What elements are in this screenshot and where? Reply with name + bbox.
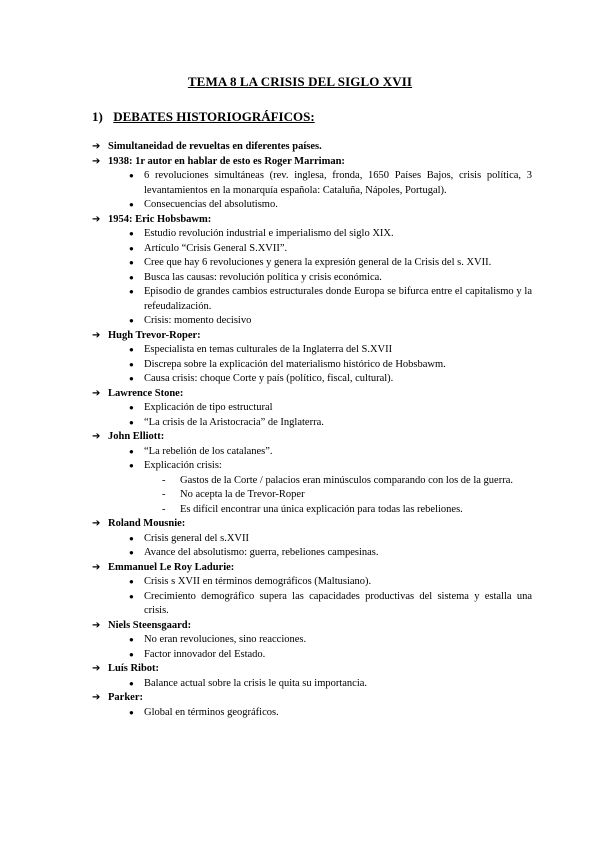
bullet-icon: ● [129, 374, 134, 383]
bullet-text: Crecimiento demográfico supera las capacidades productivas del sistema y estalla una crisis. [144, 590, 532, 616]
bullet-list [108, 633, 532, 662]
bullet-list [108, 532, 532, 561]
entries-list [92, 140, 532, 720]
bullet-text: Explicación de tipo estructural [144, 402, 273, 413]
bullet-item [108, 648, 532, 663]
entry [92, 561, 532, 619]
arrow-icon: ➔ [92, 213, 101, 225]
sub-item-text: No acepta la de Trevor-Roper [180, 489, 305, 500]
arrow-icon: ➔ [92, 619, 101, 631]
entry [92, 662, 532, 691]
arrow-icon: ➔ [92, 692, 101, 703]
bullet-text: No eran revoluciones, sino reacciones. [144, 634, 307, 645]
bullet-item [108, 532, 532, 547]
arrow-icon: ➔ [92, 561, 101, 573]
bullet-icon: ● [129, 272, 134, 282]
entry-heading: Simultaneidad de revueltas en diferentes países. [108, 141, 322, 152]
bullet-item [108, 546, 532, 561]
bullet-list [108, 575, 532, 619]
bullet-item [108, 169, 532, 198]
bullet-icon: ● [129, 287, 134, 296]
entry-heading: Niels Steensgaard: [108, 619, 192, 631]
bullet-item [108, 459, 532, 517]
bullet-list [108, 706, 532, 721]
entry-heading: Luís Ribot: [108, 663, 160, 674]
bullet-item [108, 358, 532, 373]
bullet-text: Episodio de grandes cambios estructurales donde Europa se bifurca entre el capitalismo y la refeudalización. [144, 286, 532, 312]
bullet-item [108, 242, 532, 257]
bullet-icon: ● [129, 243, 134, 253]
bullet-item [108, 706, 532, 721]
bullet-icon: ● [129, 707, 134, 717]
bullet-text: “La rebelión de los catalanes”. [144, 445, 273, 457]
bullet-item [108, 677, 532, 692]
bullet-icon: ● [129, 200, 134, 209]
bullet-list [108, 677, 532, 692]
bullet-icon: ● [129, 229, 134, 238]
bullet-text: Global en términos geográficos. [144, 706, 279, 718]
bullet-list [108, 445, 532, 518]
bullet-text: Especialista en temas culturales de la Inglaterra del S.XVII [144, 344, 393, 355]
bullet-text: Cree que hay 6 revoluciones y genera la expresión general de la Crisis del s. XVII. [144, 257, 492, 268]
dash-icon: - [162, 503, 166, 515]
bullet-item [108, 416, 532, 431]
arrow-icon: ➔ [92, 155, 101, 167]
sub-list [144, 474, 532, 518]
bullet-item [108, 227, 532, 242]
bullet-icon: ● [129, 591, 134, 601]
bullet-item [108, 633, 532, 648]
bullet-item [108, 198, 532, 213]
entry-heading: 1954: Eric Hobsbawm: [108, 213, 212, 225]
entry [92, 517, 532, 561]
entry [92, 140, 532, 155]
bullet-text: Factor innovador del Estado. [144, 648, 266, 660]
bullet-item [108, 271, 532, 286]
arrow-icon: ➔ [92, 431, 101, 442]
bullet-icon: ● [129, 345, 134, 354]
bullet-text: Artículo “Crisis General S.XVII”. [144, 242, 288, 254]
bullet-icon: ● [129, 533, 134, 543]
bullet-text: Avance del absolutismo: guerra, rebeliones campesinas. [144, 547, 379, 558]
page-title: TEMA 8 LA CRISIS DEL SIGLO XVII [187, 74, 413, 89]
entry-heading: Parker: [108, 692, 143, 703]
bullet-icon: ● [129, 258, 134, 267]
bullet-item [108, 343, 532, 358]
bullet-text: Crisis s XVII en términos demográficos (Maltusiano). [144, 576, 372, 587]
bullet-item [108, 445, 532, 460]
bullet-list [108, 169, 532, 213]
bullet-icon: ● [129, 461, 134, 470]
bullet-icon: ● [129, 548, 134, 557]
entry [92, 619, 532, 663]
bullet-icon: ● [129, 446, 134, 456]
entry [92, 329, 532, 387]
sub-item [144, 488, 532, 503]
bullet-item [108, 256, 532, 271]
bullet-item [108, 590, 532, 619]
bullet-text: Discrepa sobre la explicación del materialismo histórico de Hobsbawm. [144, 358, 446, 370]
entry [92, 691, 532, 720]
bullet-icon: ● [129, 316, 134, 325]
bullet-text: Estudio revolución industrial e imperialismo del siglo XIX. [144, 228, 394, 239]
section-number: 1) [92, 109, 103, 124]
bullet-text: “La crisis de la Aristocracia” de Inglaterra. [144, 416, 324, 428]
bullet-text: 6 revoluciones simultáneas (rev. inglesa, fronda, 1650 Países Bajos, crisis política, 3 levantamientos en la monarquía española: Cataluña, Nápoles, Portugal). [144, 170, 532, 196]
bullet-item [108, 575, 532, 590]
bullet-list [108, 227, 532, 329]
entry-heading: Hugh Trevor-Roper: [108, 329, 201, 341]
entry [92, 155, 532, 213]
entry-heading: Lawrence Stone: [108, 387, 184, 399]
sub-item [144, 503, 532, 518]
arrow-icon: ➔ [92, 518, 101, 529]
sub-item-text: Es difícil encontrar una única explicación para todas las rebeliones. [180, 503, 463, 515]
sub-item-text: Gastos de la Corte / palacios eran minúsculos comparando con los de la guerra. [180, 474, 513, 486]
entry [92, 213, 532, 329]
bullet-item [108, 285, 532, 314]
dash-icon: - [162, 489, 166, 500]
section-label: DEBATES HISTORIOGRÁFICOS: [113, 109, 315, 124]
bullet-item [108, 314, 532, 329]
bullet-icon: ● [129, 649, 134, 659]
sub-item [144, 474, 532, 489]
bullet-icon: ● [129, 678, 134, 688]
entry [92, 387, 532, 431]
entry-heading: John Elliott: [108, 431, 165, 442]
entry [92, 430, 532, 517]
arrow-icon: ➔ [92, 387, 101, 399]
bullet-text: Busca las causas: revolución política y crisis económica. [144, 271, 382, 283]
bullet-text: Explicación crisis: [144, 460, 222, 471]
bullet-list [108, 401, 532, 430]
bullet-item [108, 401, 532, 416]
bullet-text: Consecuencias del absolutismo. [144, 199, 278, 210]
bullet-icon: ● [129, 359, 134, 369]
bullet-text: Crisis general del s.XVII [144, 532, 249, 544]
section-heading [92, 109, 315, 125]
bullet-icon: ● [129, 577, 134, 586]
bullet-text: Crisis: momento decisivo [144, 315, 252, 326]
entry-heading: 1938: 1r autor en hablar de esto es Roger Marriman: [108, 155, 345, 167]
arrow-icon: ➔ [92, 663, 101, 674]
entry-heading: Emmanuel Le Roy Ladurie: [108, 561, 235, 573]
bullet-icon: ● [129, 417, 134, 427]
bullet-text: Balance actual sobre la crisis le quita su importancia. [144, 677, 368, 689]
entry-heading: Roland Mousnie: [108, 518, 186, 529]
bullet-icon: ● [129, 403, 134, 412]
arrow-icon: ➔ [92, 329, 101, 341]
bullet-item [108, 372, 532, 387]
bullet-icon: ● [129, 171, 134, 180]
bullet-text: Causa crisis: choque Corte y país (político, fiscal, cultural). [144, 373, 394, 384]
dash-icon: - [162, 474, 166, 486]
bullet-list [108, 343, 532, 387]
bullet-icon: ● [129, 635, 134, 644]
arrow-icon: ➔ [92, 141, 101, 152]
